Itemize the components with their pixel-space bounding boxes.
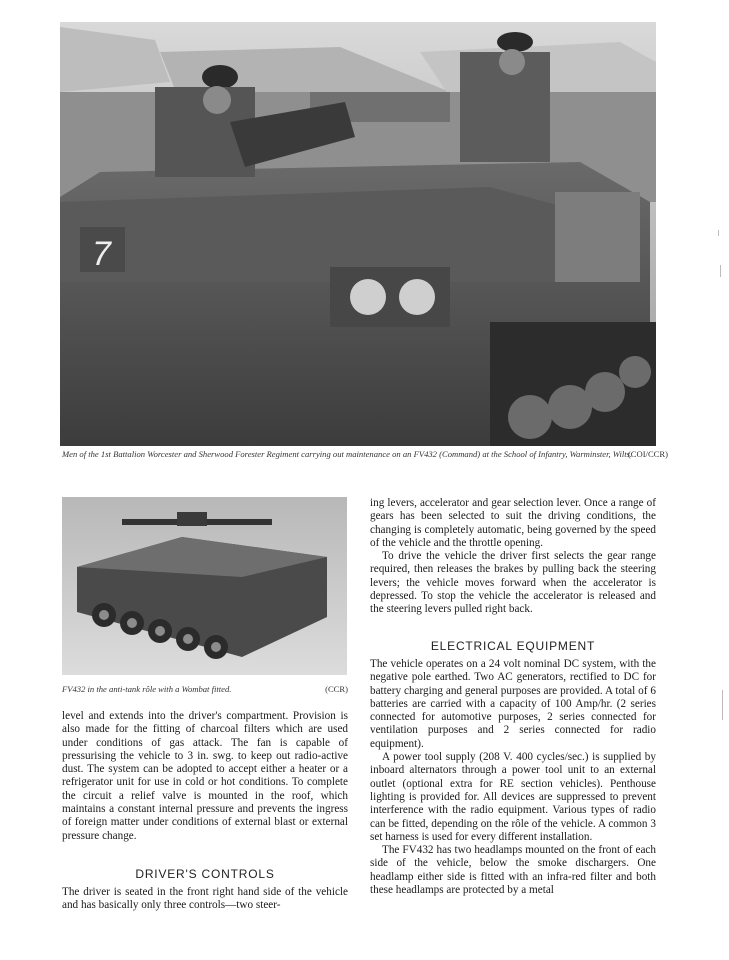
scan-mark	[718, 230, 719, 236]
paragraph: The driver is seated in the front right hand side of the vehicle and has basically only three controls—two steer-	[62, 886, 348, 912]
top-photo-caption	[62, 449, 668, 460]
small-photo-credit: (CCR)	[325, 684, 348, 694]
paragraph: A power tool supply (208 V. 400 cycles/sec.) is supplied by inboard alternators through a power tool unit to an external outlet (optional extra for RE section vehicles). Penthouse lighting is provided for. All devices are suppressed to prevent interference with the radio equipment. Various types of radio can be fitted, depending on the rôle of the vehicle. A common 3 set harness is used for every different installation.	[370, 751, 656, 843]
paragraph: The FV432 has two headlamps mounted on the front of each side of the vehicle, below the smoke dischargers. One headlamp either side is fitted with an infra-red filter and both these headlamps are protected by a metal	[370, 844, 656, 897]
left-column-text	[62, 710, 348, 843]
right-column-text	[370, 497, 656, 617]
fv432-maintenance-photo	[60, 22, 656, 446]
small-photo	[62, 497, 347, 675]
scan-mark	[722, 690, 723, 720]
top-caption-text: Men of the 1st Battalion Worcester and Sherwood Forester Regiment carrying out maintenance on an FV432 (Command) at the School of Infantry, Warminster, Wilts.	[62, 449, 633, 459]
section-heading-drivers-controls: DRIVER'S CONTROLS	[135, 867, 275, 881]
hull-number-marking: 7	[92, 235, 111, 273]
top-photo	[60, 22, 656, 446]
scan-mark	[720, 265, 721, 277]
left-column-text-continued	[62, 886, 348, 913]
section-heading-electrical-equipment: ELECTRICAL EQUIPMENT	[430, 639, 596, 653]
paragraph: The vehicle operates on a 24 volt nominal DC system, with the negative pole earthed. Two AC generators, rectified to DC for battery charging and general purposes are provided. A total of 6 batteries are carried with a capacity of 100 Amp/hr. (2 series connected for automotive purposes, 2 series connected for ventilation purposes and 2 series connected for radio equipment).	[370, 658, 656, 750]
small-photo-caption	[62, 684, 348, 695]
right-column-text-continued	[370, 658, 656, 897]
paragraph: To drive the vehicle the driver first selects the gear range required, then releases the brakes by pulling back the steering levers; the vehicle moves forward when the accelerator is depressed. To stop the vehicle the accelerator is released and the steering levers pulled right back.	[370, 550, 656, 616]
small-caption-text: FV432 in the anti-tank rôle with a Wombat fitted.	[62, 684, 232, 694]
top-photo-credit: (COI/CCR)	[627, 449, 668, 459]
paragraph: level and extends into the driver's compartment. Provision is also made for the fitting of charcoal filters which are used under conditions of gas attack. The fan is capable of pressurising the vehicle to 3 in. swg. to keep out radio-active dust. The system can be adopted to accept either a heater or a refrigerator unit for use in cold or hot conditions. To complete the circuit a relief valve is mounted in the roof, which maintains a constant internal pressure and prevents the ingress of foreign matter under conditions of external blast or external pressure change.	[62, 710, 348, 842]
paragraph: ing levers, accelerator and gear selection lever. Once a range of gears has been selected to suit the driving conditions, the changing is completely automatic, being governed by the speed of the vehicle and the throttle opening.	[370, 497, 656, 549]
fv432-wombat-photo	[62, 497, 347, 675]
